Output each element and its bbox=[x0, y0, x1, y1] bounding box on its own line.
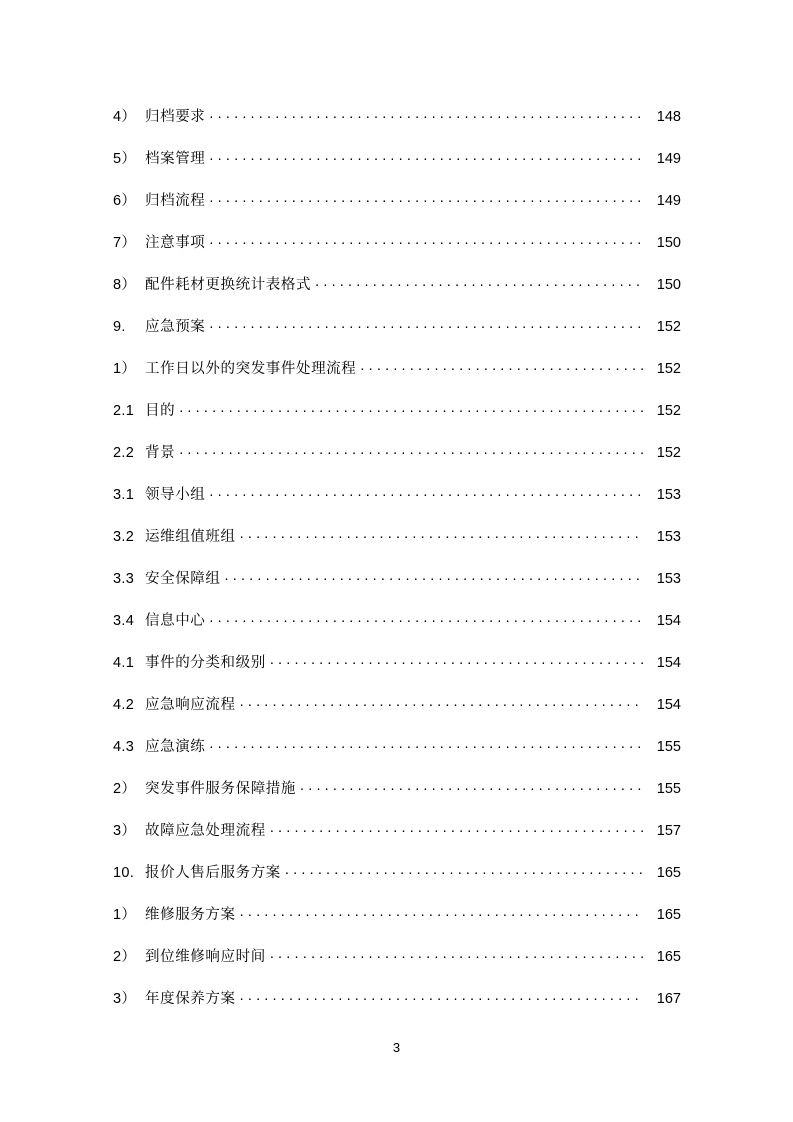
toc-leader-dots bbox=[179, 401, 643, 416]
toc-leader-dots bbox=[209, 233, 643, 248]
toc-entry-title: 归档要求 bbox=[145, 109, 206, 125]
toc-leader-dots bbox=[270, 653, 643, 668]
toc-entry-page: 149 bbox=[656, 193, 681, 209]
toc-entry-title: 应急响应流程 bbox=[145, 697, 236, 713]
toc-leader-dots bbox=[209, 107, 643, 122]
toc-entry-title: 突发事件服务保障措施 bbox=[145, 781, 296, 797]
toc-entry-number: 1） bbox=[113, 907, 137, 923]
toc-entry-page: 154 bbox=[656, 613, 681, 629]
toc-entry-number: 4.1 bbox=[113, 655, 135, 671]
toc-entry-number: 6） bbox=[113, 193, 137, 209]
toc-leader-dots bbox=[315, 275, 643, 290]
toc-entry-page: 152 bbox=[656, 361, 681, 377]
toc-entry-title: 领导小组 bbox=[145, 487, 206, 503]
toc-entry[interactable] bbox=[113, 768, 681, 810]
toc-entry-number: 2） bbox=[113, 781, 137, 797]
toc-entry-number: 5） bbox=[113, 151, 137, 167]
toc-entry-page: 154 bbox=[656, 697, 681, 713]
toc-leader-dots bbox=[179, 443, 643, 458]
toc-leader-dots bbox=[209, 191, 643, 206]
toc-entry[interactable] bbox=[113, 726, 681, 768]
toc-entry-number: 9. bbox=[113, 319, 126, 335]
toc-entry[interactable] bbox=[113, 642, 681, 684]
toc-entry[interactable] bbox=[113, 138, 681, 180]
toc-entry-page: 152 bbox=[656, 445, 681, 461]
toc-entry-number: 3.3 bbox=[113, 571, 135, 587]
toc-entry-number: 3.4 bbox=[113, 613, 135, 629]
toc-entry-page: 150 bbox=[656, 277, 681, 293]
toc-entry-title: 归档流程 bbox=[145, 193, 206, 209]
toc-entry-number: 3.2 bbox=[113, 529, 135, 545]
toc-entry-title: 工作日以外的突发事件处理流程 bbox=[145, 361, 357, 377]
page-number: 3 bbox=[392, 1040, 401, 1055]
toc-leader-dots bbox=[285, 863, 643, 878]
toc-entry-page: 165 bbox=[656, 949, 681, 965]
toc-leader-dots bbox=[209, 149, 643, 164]
toc-entry[interactable] bbox=[113, 306, 681, 348]
toc-entry-number: 3） bbox=[113, 991, 137, 1007]
toc-entry-title: 应急预案 bbox=[145, 319, 206, 335]
toc-entry-number: 2.2 bbox=[113, 445, 135, 461]
toc-leader-dots bbox=[240, 695, 643, 710]
toc-entry-page: 152 bbox=[656, 319, 681, 335]
toc-entry-page: 153 bbox=[656, 529, 681, 545]
toc-entry-page: 154 bbox=[656, 655, 681, 671]
toc-entry-number: 4） bbox=[113, 109, 137, 125]
toc-entry[interactable] bbox=[113, 432, 681, 474]
toc-entry-page: 152 bbox=[656, 403, 681, 419]
toc-entry-title: 目的 bbox=[145, 403, 176, 419]
toc-entry[interactable] bbox=[113, 810, 681, 852]
toc-entry-page: 150 bbox=[656, 235, 681, 251]
toc-entry[interactable] bbox=[113, 222, 681, 264]
table-of-contents bbox=[113, 96, 681, 1020]
toc-entry[interactable] bbox=[113, 684, 681, 726]
toc-entry[interactable] bbox=[113, 600, 681, 642]
toc-entry-page: 148 bbox=[656, 109, 681, 125]
toc-entry[interactable] bbox=[113, 516, 681, 558]
toc-leader-dots bbox=[270, 947, 643, 962]
toc-leader-dots bbox=[209, 317, 643, 332]
toc-entry[interactable] bbox=[113, 894, 681, 936]
toc-leader-dots bbox=[225, 569, 644, 584]
toc-entry-page: 155 bbox=[656, 739, 681, 755]
toc-entry[interactable] bbox=[113, 348, 681, 390]
toc-entry-title: 报价人售后服务方案 bbox=[145, 865, 281, 881]
toc-entry-number: 1） bbox=[113, 361, 137, 377]
toc-entry-title: 到位维修响应时间 bbox=[145, 949, 266, 965]
toc-entry-title: 档案管理 bbox=[145, 151, 206, 167]
toc-entry[interactable] bbox=[113, 558, 681, 600]
toc-leader-dots bbox=[209, 737, 643, 752]
toc-leader-dots bbox=[270, 821, 643, 836]
toc-entry-title: 事件的分类和级别 bbox=[145, 655, 266, 671]
toc-entry[interactable] bbox=[113, 264, 681, 306]
toc-entry-number: 4.3 bbox=[113, 739, 135, 755]
toc-entry-title: 年度保养方案 bbox=[145, 991, 236, 1007]
toc-entry-page: 157 bbox=[656, 823, 681, 839]
toc-entry-number: 4.2 bbox=[113, 697, 135, 713]
toc-entry-title: 故障应急处理流程 bbox=[145, 823, 266, 839]
toc-entry-title: 运维组值班组 bbox=[145, 529, 236, 545]
toc-entry-page: 153 bbox=[656, 487, 681, 503]
toc-leader-dots bbox=[209, 485, 643, 500]
toc-entry-title: 注意事项 bbox=[145, 235, 206, 251]
toc-entry-page: 165 bbox=[656, 865, 681, 881]
toc-leader-dots bbox=[240, 905, 643, 920]
toc-leader-dots bbox=[360, 359, 643, 374]
toc-entry[interactable] bbox=[113, 852, 681, 894]
toc-entry-number: 3.1 bbox=[113, 487, 135, 503]
toc-entry[interactable] bbox=[113, 180, 681, 222]
toc-entry-number: 7） bbox=[113, 235, 137, 251]
toc-entry-number: 2.1 bbox=[113, 403, 135, 419]
toc-entry[interactable] bbox=[113, 474, 681, 516]
toc-entry-number: 10. bbox=[113, 865, 135, 881]
toc-entry[interactable] bbox=[113, 390, 681, 432]
toc-entry[interactable] bbox=[113, 96, 681, 138]
toc-entry-page: 155 bbox=[656, 781, 681, 797]
toc-entry-page: 165 bbox=[656, 907, 681, 923]
toc-entry-page: 167 bbox=[656, 991, 681, 1007]
toc-entry-number: 8） bbox=[113, 277, 137, 293]
toc-entry[interactable] bbox=[113, 936, 681, 978]
toc-entry-title: 维修服务方案 bbox=[145, 907, 236, 923]
toc-leader-dots bbox=[240, 989, 643, 1004]
toc-entry-number: 2） bbox=[113, 949, 137, 965]
toc-entry-title: 信息中心 bbox=[145, 613, 206, 629]
toc-entry-page: 153 bbox=[656, 571, 681, 587]
toc-entry-title: 安全保障组 bbox=[145, 571, 221, 587]
toc-entry-number: 3） bbox=[113, 823, 137, 839]
toc-entry-title: 应急演练 bbox=[145, 739, 206, 755]
toc-entry-page: 149 bbox=[656, 151, 681, 167]
toc-leader-dots bbox=[300, 779, 643, 794]
toc-entry[interactable] bbox=[113, 978, 681, 1020]
toc-leader-dots bbox=[209, 611, 643, 626]
toc-entry-title: 配件耗材更换统计表格式 bbox=[145, 277, 312, 293]
toc-entry-title: 背景 bbox=[145, 445, 176, 461]
toc-leader-dots bbox=[240, 527, 643, 542]
